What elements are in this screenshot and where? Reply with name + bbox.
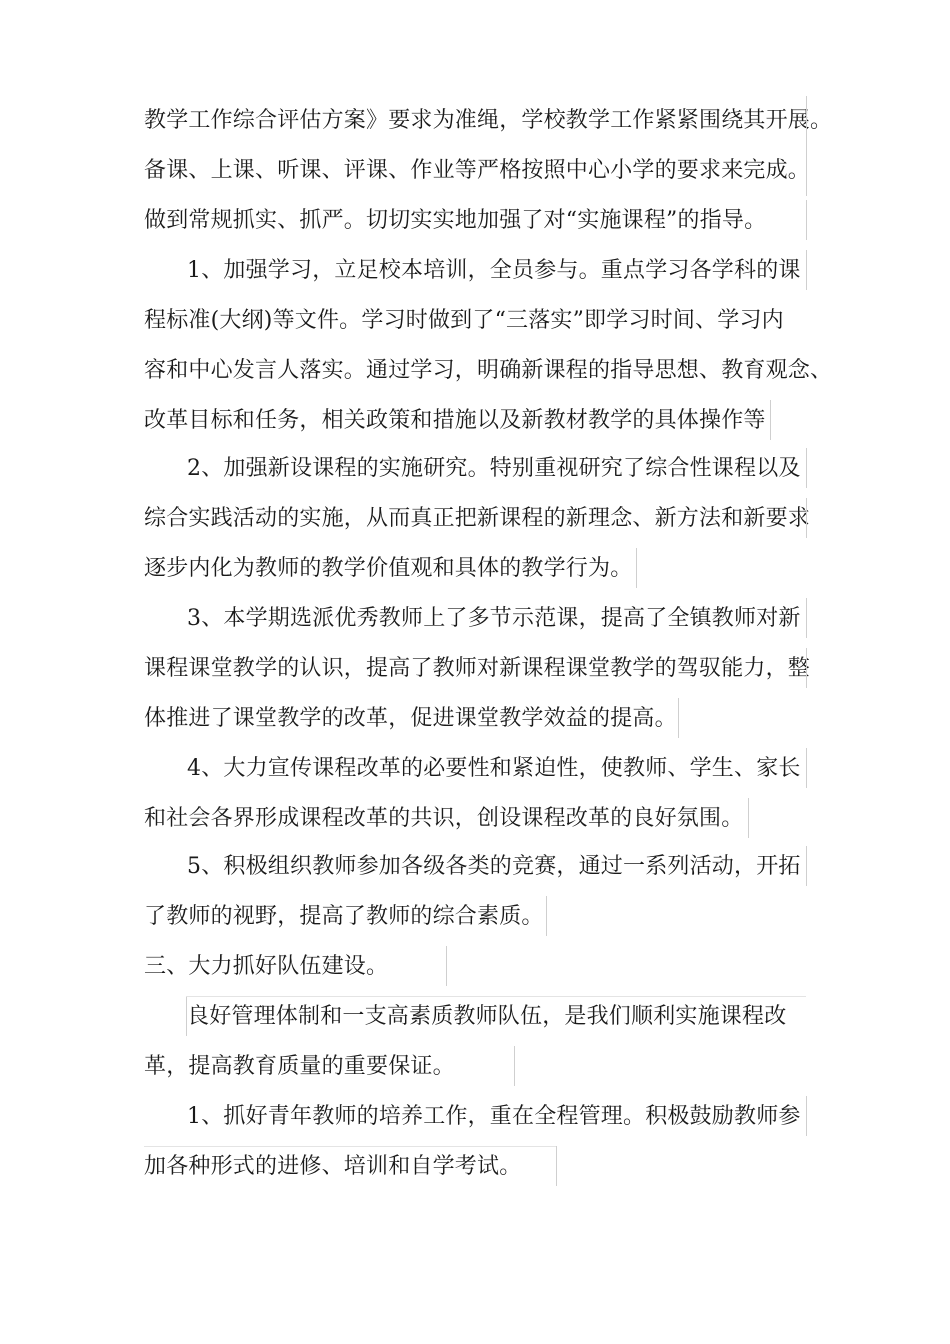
text-line: 加各种形式的进修、培训和自学考试。 <box>144 1154 522 1179</box>
guide-line <box>806 748 807 788</box>
guide-line <box>806 448 807 488</box>
guide-line <box>446 946 447 986</box>
text-line: 课程课堂教学的认识，提高了教师对新课程课堂教学的驾驭能力，整 <box>144 656 811 681</box>
section-heading: 三、大力抓好队伍建设。 <box>144 954 389 979</box>
text-line: 2、加强新设课程的实施研究。特别重视研究了综合性课程以及 <box>187 456 801 481</box>
guide-line <box>546 896 547 936</box>
text-line: 备课、上课、听课、评课、作业等严格按照中心小学的要求来完成。 <box>144 158 811 183</box>
text-line: 改革目标和任务，相关政策和措施以及新教材教学的具体操作等 <box>144 408 766 433</box>
text-line: 1、抓好青年教师的培养工作，重在全程管理。积极鼓励教师参 <box>187 1104 801 1129</box>
guide-line <box>186 996 187 1036</box>
text-line: 5、积极组织教师参加各级各类的竞赛，通过一系列活动，开拓 <box>187 854 801 879</box>
guide-line <box>806 598 807 638</box>
text-line: 综合实践活动的实施，从而真正把新课程的新理念、新方法和新要求 <box>144 506 811 531</box>
guide-line <box>636 548 637 588</box>
guide-line <box>806 498 807 538</box>
guide-line <box>514 1046 515 1086</box>
guide-line <box>186 996 806 997</box>
text-line: 和社会各界形成课程改革的共识，创设课程改革的良好氛围。 <box>144 806 744 831</box>
text-line: 容和中心发言人落实。通过学习，明确新课程的指导思想、教育观念、 <box>144 358 833 383</box>
text-line: 1、加强学习，立足校本培训，全员参与。重点学习各学科的课 <box>187 258 801 283</box>
text-line: 3、本学期选派优秀教师上了多节示范课，提高了全镇教师对新 <box>187 606 801 631</box>
text-line: 做到常规抓实、抓严。切切实实地加强了对“实施课程”的指导。 <box>144 208 767 233</box>
guide-line <box>144 1146 556 1147</box>
guide-line <box>806 146 807 196</box>
guide-line <box>770 400 771 440</box>
guide-line <box>556 1146 557 1186</box>
text-line: 体推进了课堂教学的改革，促进课堂教学效益的提高。 <box>144 706 677 731</box>
text-line: 教学工作综合评估方案》要求为准绳，学校教学工作紧紧围绕其开展。 <box>144 108 833 133</box>
text-line: 逐步内化为教师的教学价值观和具体的教学行为。 <box>144 556 633 581</box>
guide-line <box>806 96 807 146</box>
text-line: 程标准(大纲)等文件。学习时做到了“三落实”即学习时间、学习内 <box>144 308 784 333</box>
guide-line <box>806 846 807 886</box>
guide-line <box>678 698 679 738</box>
guide-line <box>806 200 807 240</box>
guide-line <box>806 648 807 688</box>
text-line: 4、大力宣传课程改革的必要性和紧迫性，使教师、学生、家长 <box>187 756 801 781</box>
text-line: 了教师的视野，提高了教师的综合素质。 <box>144 904 544 929</box>
guide-line <box>806 250 807 290</box>
guide-line <box>748 798 749 838</box>
text-line: 良好管理体制和一支高素质教师队伍，是我们顺利实施课程改 <box>187 1004 787 1029</box>
guide-line <box>806 1096 807 1136</box>
text-line: 革，提高教育质量的重要保证。 <box>144 1054 455 1079</box>
